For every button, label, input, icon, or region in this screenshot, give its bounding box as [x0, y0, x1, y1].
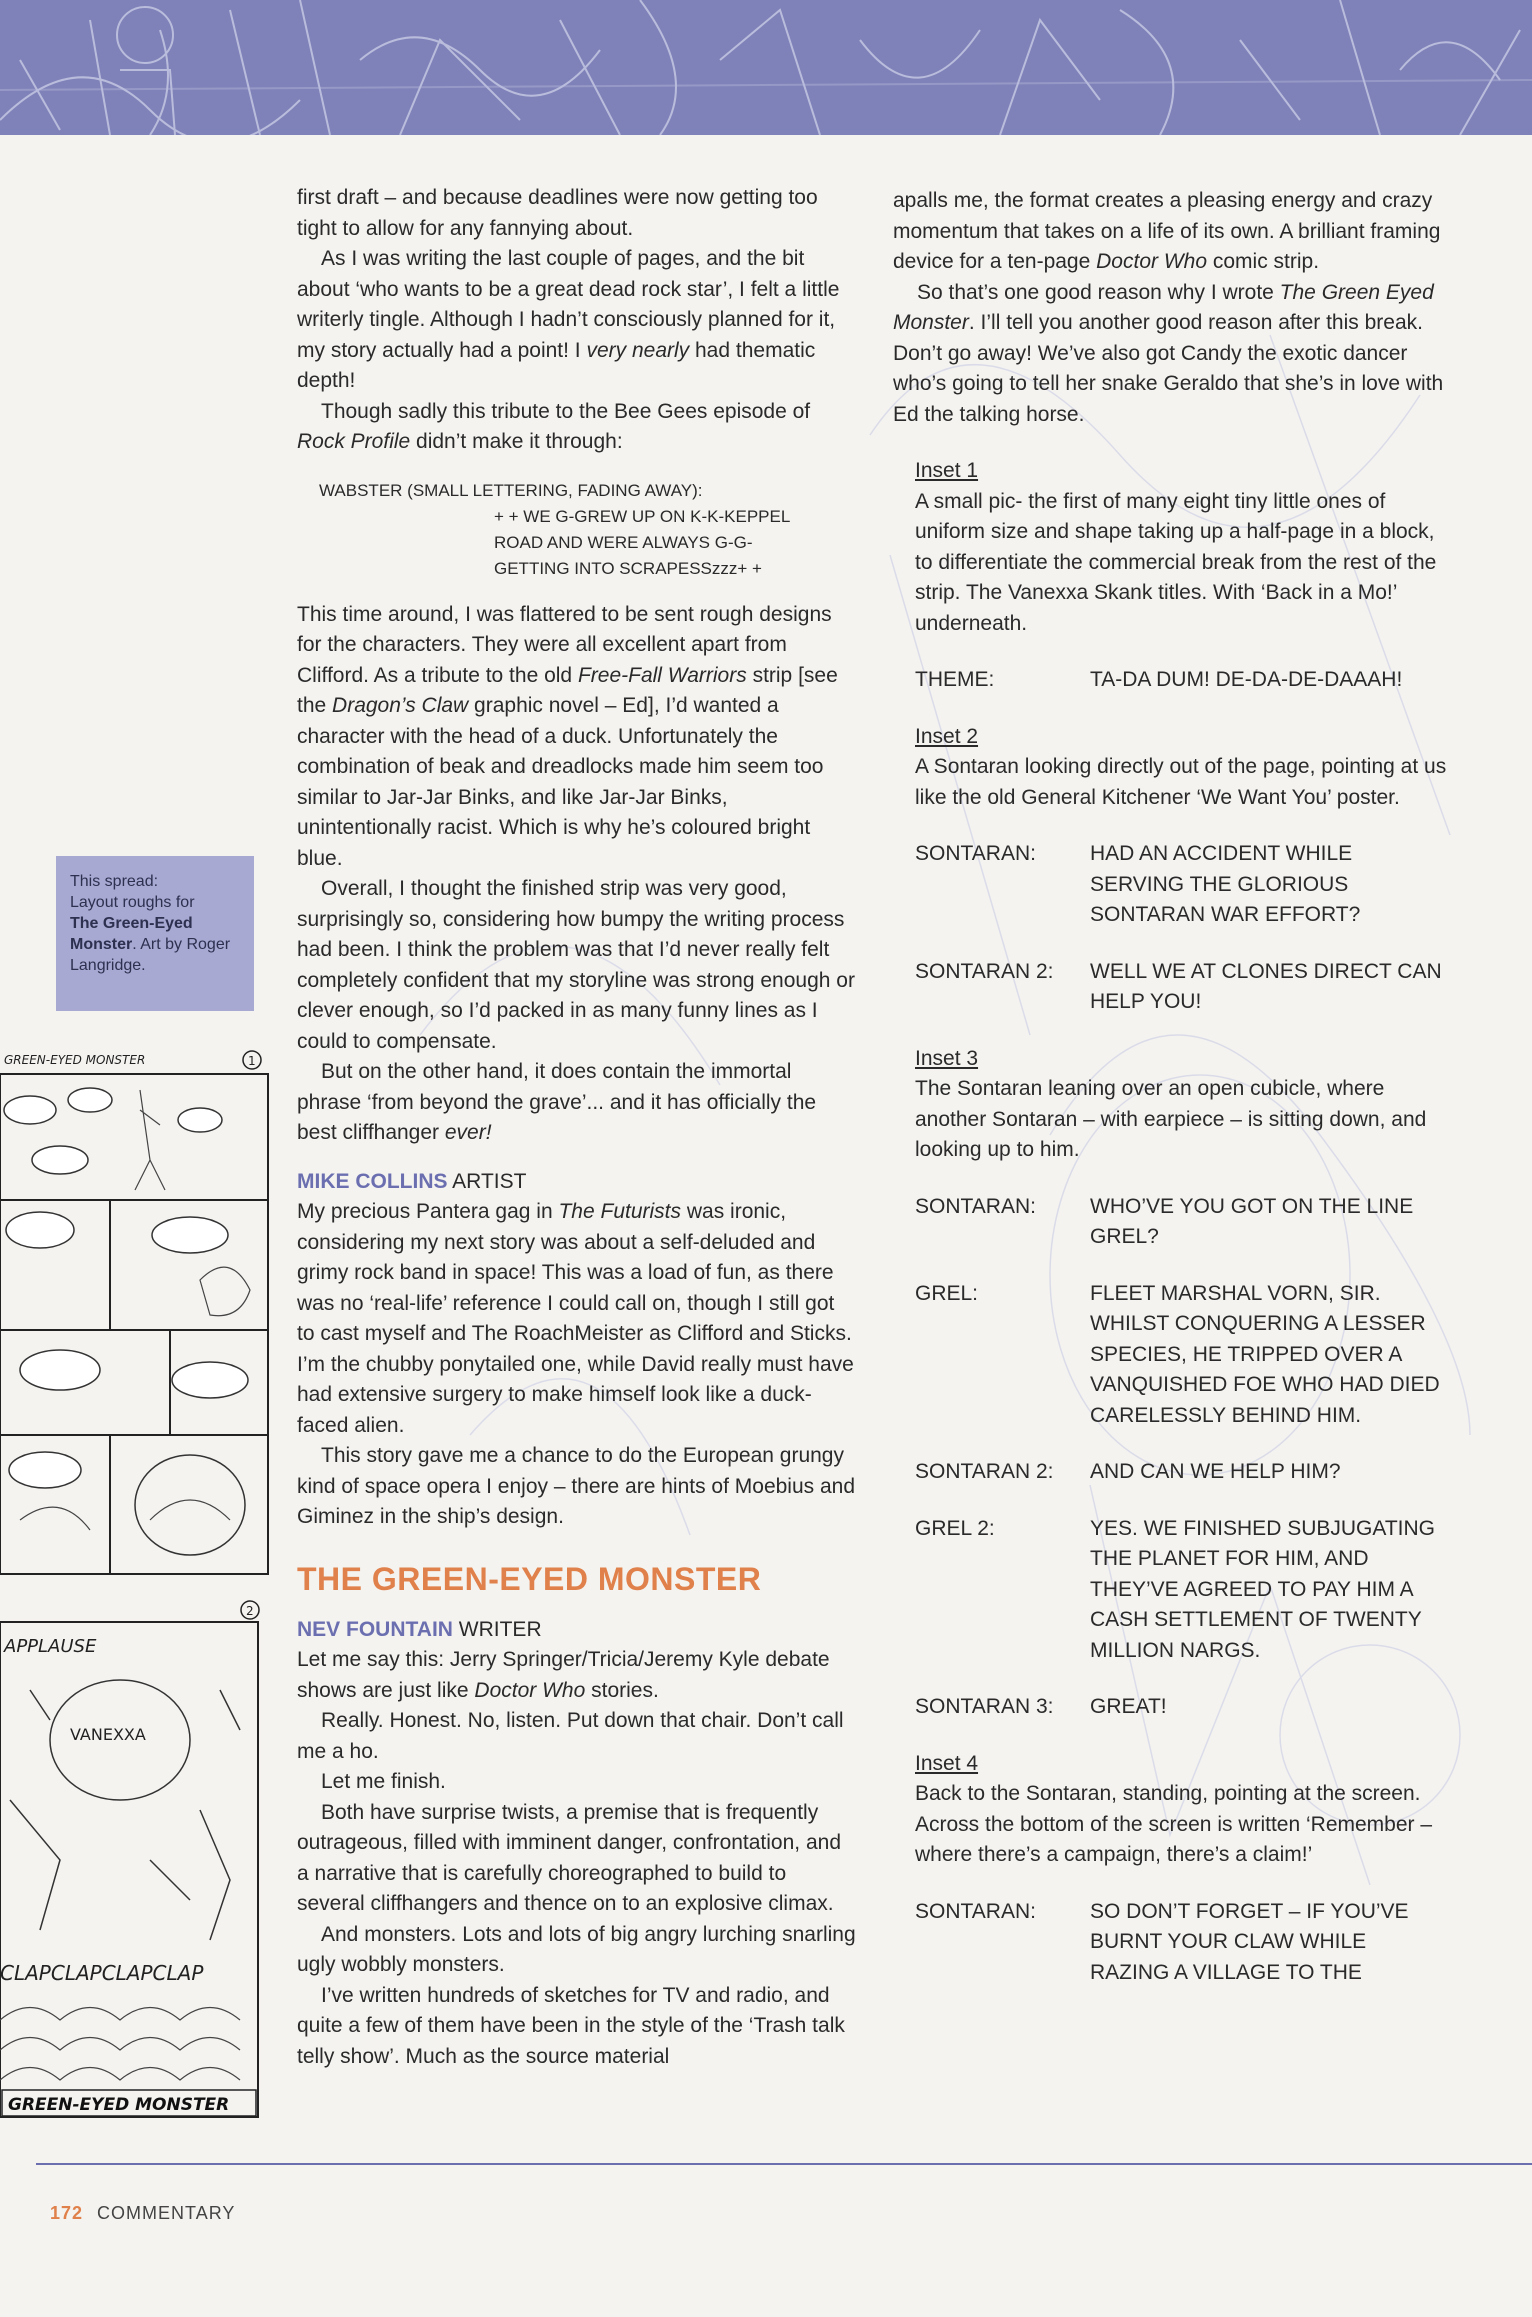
paragraph: But on the other hand, it does contain the immortal phrase ‘from beyond the grave’... and it has officially the best cliffhanger ever! — [297, 1060, 817, 1144]
porthole-sketch — [135, 1455, 245, 1555]
panel-number: 1 — [248, 1054, 256, 1068]
caption-title: The Green-Eyed Monster — [70, 915, 193, 953]
page-footer — [50, 2203, 235, 2224]
paragraph: As I was writing the last couple of pages, and the bit about ‘who wants to be a great dead rock star’, I felt a little writerly tingle. Although I hadn’t consciously planned for it, my story actually had a point! I very nearly had thematic depth! — [297, 247, 840, 392]
paragraph: So that’s one good reason why I wrote The Green Eyed Monster. I’ll tell you another good reason after this break. Don’t go away! We’ve also got Candy the exotic dancer who’s going to tell her snake Geraldo that she’s in love with Ed the talking horse. — [893, 280, 1444, 426]
paragraph: Overall, I thought the finished strip was very good, surprisingly so, considering how bumpy the writing process had been. I think the problem was that I’d never really felt completely confident that my storyline was strong enough or clever enough, so I’d packed in as many funny lines as I could to compensate. — [297, 877, 855, 1053]
speech-balloon — [4, 1096, 56, 1124]
caption-credit: . Art by Roger Langridge. — [70, 936, 231, 974]
paragraph: Really. Honest. No, listen. Put down that chair. Don’t call me a ho. — [297, 1709, 844, 1763]
comic-border — [0, 1622, 258, 2117]
comic-border — [0, 1074, 268, 1574]
script-excerpt — [319, 478, 857, 582]
dialogue-line: WELL WE AT CLONES DIRECT CAN HELP YOU! — [1090, 959, 1442, 1013]
paragraph: This story gave me a chance to do the European grungy kind of space opera I enjoy – there are hints of Moebius and Giminez in the ship’s design. — [297, 1444, 856, 1528]
speech-balloon — [152, 1217, 228, 1253]
byline-nev-fountain: NEV FOUNTAIN WRITER — [297, 1617, 542, 1641]
inset-heading: Inset 1 — [915, 459, 979, 482]
byline-mike-collins: MIKE COLLINS ARTIST — [297, 1169, 527, 1193]
dialogue-line: HAD AN ACCIDENT WHILE SERVING THE GLORIOUS SONTARAN WAR EFFORT? — [1090, 842, 1361, 926]
inset-2 — [915, 722, 1448, 814]
dialogue-row — [915, 1457, 1448, 1488]
script-line: GETTING INTO SCRAPESSzzz+ + — [494, 558, 762, 578]
dialogue-row — [915, 1897, 1448, 1989]
inset-heading: Inset 3 — [915, 1046, 979, 1070]
paragraph: My precious Pantera gag in The Futurists was ironic, considering my next story was about a self-deluded and grimy rock band in space! This was a load of fun, as there was no ‘real-life’ reference I could call on, though I still got to cast myself and The RoachMeister as Clifford and Sticks. I’m the chubby ponytailed one, while David really must have had extensive surgery to make himself look like a duck-faced alien. — [297, 1200, 854, 1437]
dialogue-line: WHO’VE YOU GOT ON THE LINE GREL? — [1090, 1194, 1414, 1248]
dialogue-row — [915, 1279, 1448, 1432]
paragraph: Let me say this: Jerry Springer/Tricia/Jeremy Kyle debate shows are just like Doctor Who stories. — [297, 1648, 830, 1702]
dialogue-line: YES. WE FINISHED SUBJUGATING THE PLANET FOR HIM, AND THEY’VE AGREED TO PAY HIM A CASH SETTLEMENT OF TWENTY MILLION NARGS. — [1090, 1516, 1435, 1662]
script-line: ROAD AND WERE ALWAYS G-G- — [494, 532, 753, 552]
script-line: WABSTER (SMALL LETTERING, FADING AWAY): — [319, 480, 703, 500]
banner-sketch — [0, 0, 1532, 135]
speech-balloon — [172, 1362, 248, 1398]
dialogue-row — [915, 957, 1448, 1018]
speech-balloon — [6, 1212, 74, 1248]
inset-4 — [915, 1749, 1448, 1871]
paragraph: I’ve written hundreds of sketches for TV and radio, and quite a few of them have been in the style of the ‘Trash talk telly show’. Much as the source material — [297, 1983, 845, 2068]
dialogue-row — [915, 1192, 1448, 1253]
clapping-sound-effect: CLAPCLAPCLAPCLAP — [0, 1961, 204, 1985]
speaker: SONTARAN: — [915, 842, 1036, 865]
dialogue-row — [915, 1692, 1448, 1723]
paragraph: first draft – and because deadlines were now getting too tight to allow for any fannying about. — [297, 186, 818, 240]
speech-balloon — [9, 1452, 81, 1488]
panel-number: 2 — [246, 1604, 254, 1618]
speech-balloon — [68, 1088, 112, 1112]
comic-rough-page-2 — [0, 1600, 262, 2120]
paragraph: Though sadly this tribute to the Bee Gees episode of Rock Profile didn’t make it through: — [297, 399, 811, 453]
speaker: GREL: — [915, 1281, 979, 1305]
inset-description: A Sontaran looking directly out of the page, pointing at us like the old General Kitchener ‘We Want You’ poster. — [915, 755, 1447, 809]
paragraph: Let me finish. — [321, 1770, 446, 1793]
vanexxa-logo-text: VANEXXA — [70, 1725, 146, 1744]
right-column — [893, 186, 1448, 1988]
footer-rule — [36, 2163, 1532, 2165]
speaker: THEME: — [915, 668, 995, 691]
speaker: SONTARAN: — [915, 1899, 1036, 1923]
comic-header-text: GREEN-EYED MONSTER — [4, 1053, 146, 1067]
dialogue-line: FLEET MARSHAL VORN, SIR. WHILST CONQUERING A LESSER SPECIES, HE TRIPPED OVER A VANQUISHED FOE WHO HAD DIED CARELESSLY BEHIND HIM. — [1090, 1281, 1440, 1427]
inset-description: A small pic- the first of many eight tiny little ones of uniform size and shape taking up a half-page in a block, to differentiate the commercial break from the rest of the strip. The Vanexxa Skank titles. With ‘Back in a Mo!’ underneath. — [915, 489, 1437, 635]
comic-rough-page-1 — [0, 1050, 270, 1580]
image-caption — [56, 856, 254, 1011]
dialogue-line: SO DON’T FORGET – IF YOU’VE BURNT YOUR CLAW WHILE RAZING A VILLAGE TO THE — [1090, 1899, 1409, 1984]
character-head-sketch — [200, 1267, 250, 1316]
dialogue-row — [915, 1514, 1448, 1667]
inset-description: Back to the Sontaran, standing, pointing at the screen. Across the bottom of the screen is written ‘Remember – where there’s a campaign, there’s a claim!’ — [915, 1782, 1433, 1866]
inset-3 — [915, 1044, 1448, 1166]
dialogue-line: TA-DA DUM! DE-DA-DE-DAAAH! — [1090, 668, 1403, 691]
script-line: + + WE G-GREW UP ON K-K-KEPPEL — [494, 506, 791, 526]
paragraph: And monsters. Lots and lots of big angry lurching snarling ugly wobbly monsters. — [297, 1922, 856, 1976]
figure-sketch — [135, 1090, 165, 1190]
inset-heading: Inset 2 — [915, 724, 979, 748]
caption-line: This spread: — [70, 873, 159, 890]
speech-balloon — [178, 1108, 222, 1132]
comic-signature: GREEN-EYED MONSTER — [8, 2095, 230, 2115]
speech-balloon — [20, 1350, 100, 1390]
dialogue-row — [915, 839, 1448, 931]
speaker: SONTARAN 2: — [915, 1460, 1054, 1483]
inset-1 — [915, 456, 1448, 639]
page-number: 172 — [50, 2203, 84, 2223]
header-banner — [0, 0, 1532, 135]
speaker: SONTARAN 3: — [915, 1695, 1054, 1718]
speaker: GREL 2: — [915, 1516, 995, 1540]
paragraph: apalls me, the format creates a pleasing energy and crazy momentum that takes on a life of its own. A brilliant framing device for a ten-page Doctor Who comic strip. — [893, 189, 1441, 273]
left-column — [297, 183, 857, 2072]
speaker: SONTARAN 2: — [915, 959, 1054, 983]
section-name: COMMENTARY — [97, 2203, 236, 2223]
applause-sign-text: APPLAUSE — [4, 1636, 97, 1657]
comic-script — [893, 456, 1448, 1988]
dialogue-line: AND CAN WE HELP HIM? — [1090, 1460, 1341, 1483]
section-heading: THE GREEN-EYED MONSTER — [297, 1560, 762, 1597]
inset-heading: Inset 4 — [915, 1751, 979, 1775]
dialogue-line: GREAT! — [1090, 1695, 1167, 1718]
paragraph: This time around, I was flattered to be sent rough designs for the characters. They were all excellent apart from Clifford. As a tribute to the old Free-Fall Warriors strip [see the Dragon’s Claw graphic novel – Ed], I’d wanted a character with the head of a duck. Unfortunately the combination of beak and dreadlocks made him seem too similar to Jar-Jar Binks, and like Jar-Jar Binks, unintentionally racist. Which is why he’s coloured bright blue. — [297, 602, 838, 870]
caption-line: Layout roughs for — [70, 894, 195, 911]
inset-description: The Sontaran leaning over an open cubicle, where another Sontaran – with earpiece – is sitting down, and looking up to him. — [915, 1077, 1427, 1161]
paragraph: Both have surprise twists, a premise that is frequently outrageous, filled with imminent danger, confrontation, and a narrative that is carefully choreographed to build to several cliffhangers and thence on to an explosive climax. — [297, 1800, 842, 1915]
speaker: SONTARAN: — [915, 1194, 1036, 1218]
speech-balloon — [32, 1146, 88, 1174]
dialogue-row — [915, 665, 1448, 696]
